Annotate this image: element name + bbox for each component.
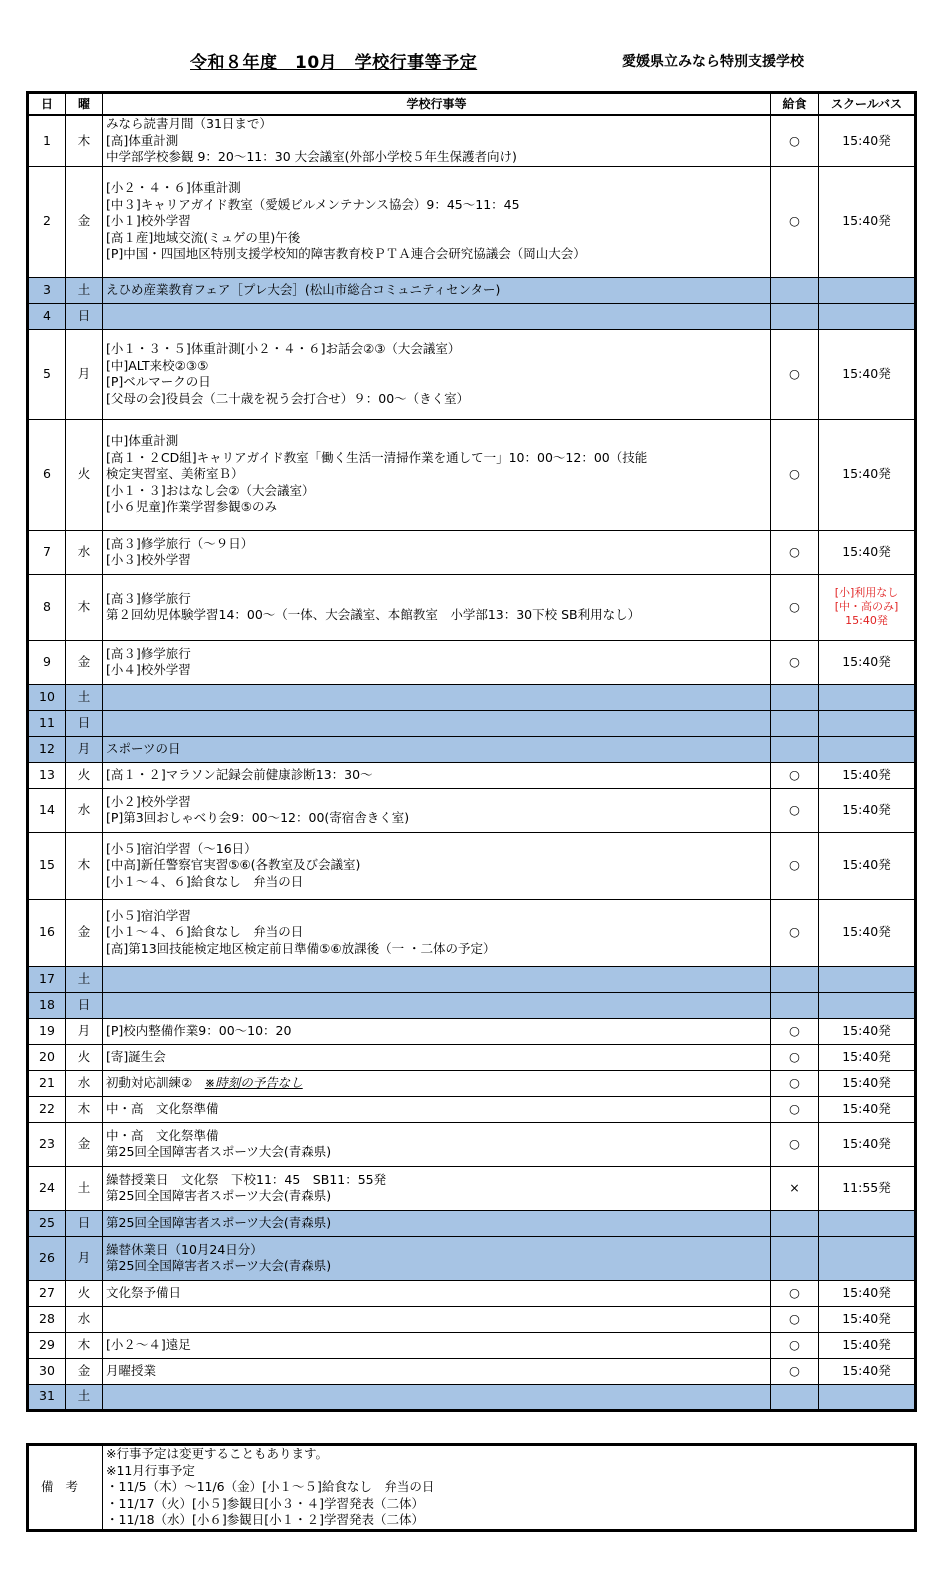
lunch-cell: ○ [771, 788, 819, 832]
day-cell: 9 [28, 640, 66, 684]
event-line: [P]校内整備作業9：00～10：20 [106, 1022, 292, 1038]
event-line: 中・高 文化祭準備 [106, 1100, 219, 1116]
event-line: [中]体重計測 [106, 433, 179, 449]
table-row [28, 1044, 916, 1070]
bus-cell: 15:40発 [819, 1332, 916, 1358]
event-line: [小１・３・５]体重計測[小２・４・６]お話会②③（大会議室） [106, 341, 461, 356]
day-cell: 5 [28, 329, 66, 419]
notes-content [103, 1445, 916, 1531]
lunch-cell [771, 684, 819, 710]
bus-cell: 15:40発 [819, 1044, 916, 1070]
events-cell [103, 1096, 771, 1122]
lunch-cell: ○ [771, 762, 819, 788]
event-note: ※時刻の予告なし [204, 1074, 303, 1090]
lunch-cell [771, 710, 819, 736]
lunch-cell: ○ [771, 115, 819, 166]
table-row [28, 1210, 916, 1236]
weekday-cell: 木 [66, 1332, 103, 1358]
table-row [28, 166, 916, 277]
bus-cell: 15:40発 [819, 166, 916, 277]
bus-cell [819, 303, 916, 329]
day-cell: 17 [28, 966, 66, 992]
note-line: ・11/17（火）[小５]参観日[小３・４]学習発表（二体） [106, 1495, 425, 1511]
table-row [28, 115, 916, 166]
table-row [28, 1280, 916, 1306]
event-text: 初動対応訓練② [106, 1074, 205, 1090]
table-row [28, 899, 916, 966]
event-line: 第２回幼児体験学習14：00～（一体、大会議室、本館教室 小学部13：30下校 SB利用なし） [106, 607, 641, 622]
lunch-cell: ○ [771, 899, 819, 966]
event-line: [高１・２]マラソン記録会前健康診断13：30～ [106, 766, 373, 782]
weekday-cell: 土 [66, 966, 103, 992]
lunch-cell: × [771, 1166, 819, 1210]
event-line: [寄]誕生会 [106, 1048, 166, 1064]
table-row [28, 1236, 916, 1280]
weekday-cell: 日 [66, 710, 103, 736]
table-row [28, 530, 916, 574]
event-line: 中学部学校参観 9：20～11：30 大会議室(外部小学校５年生保護者向け) [106, 149, 517, 164]
day-cell: 16 [28, 899, 66, 966]
weekday-cell: 月 [66, 329, 103, 419]
bus-cell: 15:40発 [819, 899, 916, 966]
bus-cell [819, 574, 916, 640]
lunch-cell [771, 303, 819, 329]
events-cell [103, 166, 771, 277]
event-line: [P]中国・四国地区特別支援学校知的障害教育校ＰＴＡ連合会研究協議会（岡山大会） [106, 246, 586, 262]
event-line: [小２]校外学習 [106, 793, 191, 809]
event-line: えひめ産業教育フェア［プレ大会］(松山市総合コミュニティセンター) [106, 281, 501, 297]
schedule-body [28, 115, 916, 1410]
weekday-cell: 水 [66, 1306, 103, 1332]
bus-cell [819, 736, 916, 762]
lunch-cell: ○ [771, 1306, 819, 1332]
events-cell [103, 329, 771, 419]
lunch-cell: ○ [771, 419, 819, 530]
events-cell [103, 684, 771, 710]
bus-cell [819, 1210, 916, 1236]
day-cell: 18 [28, 992, 66, 1018]
table-row [28, 303, 916, 329]
lunch-cell [771, 992, 819, 1018]
event-line: 第25回全国障害者スポーツ大会(青森県) [106, 1214, 332, 1230]
events-cell [103, 277, 771, 303]
events-cell [103, 1332, 771, 1358]
weekday-cell: 金 [66, 1358, 103, 1384]
weekday-cell: 火 [66, 762, 103, 788]
table-row [28, 1122, 916, 1166]
day-cell: 22 [28, 1096, 66, 1122]
day-cell: 7 [28, 530, 66, 574]
events-cell [103, 966, 771, 992]
day-cell: 3 [28, 277, 66, 303]
event-line: みなら読書月間（31日まで） [106, 116, 272, 131]
day-cell: 30 [28, 1358, 66, 1384]
bus-cell: 15:40発 [819, 832, 916, 899]
weekday-cell: 土 [66, 277, 103, 303]
day-cell: 25 [28, 1210, 66, 1236]
event-line [106, 1075, 767, 1092]
note-line: ※11月行事予定 [106, 1462, 195, 1478]
events-cell [103, 788, 771, 832]
lunch-cell [771, 1210, 819, 1236]
event-line: [中３]キャリアガイド教室（愛媛ビルメンテナンス協会）9：45～11：45 [106, 196, 520, 212]
lunch-cell: ○ [771, 1096, 819, 1122]
events-cell [103, 530, 771, 574]
bus-cell: 15:40発 [819, 1070, 916, 1096]
note-line: ※行事予定は変更することもあります。 [106, 1446, 328, 1461]
event-line: 第25回全国障害者スポーツ大会(青森県) [106, 1144, 332, 1159]
events-cell [103, 574, 771, 640]
day-cell: 8 [28, 574, 66, 640]
events-cell [103, 1122, 771, 1166]
day-cell: 20 [28, 1044, 66, 1070]
bus-note: [中・高のみ] [834, 600, 899, 613]
event-line: 第25回全国障害者スポーツ大会(青森県) [106, 1188, 332, 1203]
table-row [28, 1018, 916, 1044]
event-line: 繰替授業日 文化祭 下校11：45 SB11：55発 [106, 1171, 387, 1187]
table-row [28, 710, 916, 736]
weekday-cell: 日 [66, 1210, 103, 1236]
event-line: [父母の会]役員会（二十歳を祝う会打合せ）９：00～（きく室） [106, 390, 470, 406]
weekday-cell: 水 [66, 1070, 103, 1096]
event-line: [小１～４、６]給食なし 弁当の日 [106, 873, 304, 889]
table-row [28, 329, 916, 419]
events-cell [103, 115, 771, 166]
lunch-cell: ○ [771, 1070, 819, 1096]
event-line: 月曜授業 [106, 1362, 157, 1378]
school-name: 愛媛県立みなら特別支援学校 [622, 54, 804, 70]
weekday-cell: 金 [66, 640, 103, 684]
bus-note: [小]利用なし [834, 586, 899, 599]
table-row [28, 1358, 916, 1384]
weekday-cell: 水 [66, 530, 103, 574]
weekday-cell: 木 [66, 832, 103, 899]
table-row [28, 1070, 916, 1096]
lunch-cell: ○ [771, 832, 819, 899]
events-cell [103, 1166, 771, 1210]
weekday-cell: 木 [66, 574, 103, 640]
weekday-cell: 火 [66, 1280, 103, 1306]
bus-cell [819, 1236, 916, 1280]
weekday-cell: 土 [66, 1384, 103, 1410]
events-cell [103, 1384, 771, 1410]
bus-cell: 15:40発 [819, 1358, 916, 1384]
weekday-cell: 金 [66, 166, 103, 277]
bus-cell [819, 277, 916, 303]
weekday-cell: 火 [66, 1044, 103, 1070]
lunch-cell: ○ [771, 574, 819, 640]
weekday-cell: 土 [66, 684, 103, 710]
bus-cell: 15:40発 [819, 788, 916, 832]
day-cell: 4 [28, 303, 66, 329]
notes-table [26, 1443, 917, 1532]
event-line: [小１～４、６]給食なし 弁当の日 [106, 924, 304, 940]
page-title: 令和８年度 10月 学校行事等予定 [190, 53, 478, 73]
weekday-cell: 火 [66, 419, 103, 530]
bus-cell [819, 966, 916, 992]
lunch-cell [771, 966, 819, 992]
event-line: [小１・３]おはなし会②（大会議室） [106, 482, 315, 498]
bus-cell: 15:40発 [819, 1122, 916, 1166]
col-header-events: 学校行事等 [103, 93, 771, 116]
event-line: [高]体重計測 [106, 132, 179, 148]
weekday-cell: 月 [66, 736, 103, 762]
event-line: [高]第13回技能検定地区検定前日準備⑤⑥放課後（一 ・二体の予定） [106, 940, 496, 956]
table-row [28, 1166, 916, 1210]
bus-cell: 15:40発 [819, 1306, 916, 1332]
events-cell [103, 419, 771, 530]
event-line: [P]ベルマークの日 [106, 374, 211, 389]
event-line: [小５]宿泊学習（～16日） [106, 840, 257, 856]
bus-cell [819, 684, 916, 710]
weekday-cell: 土 [66, 1166, 103, 1210]
event-line: [高３]修学旅行 [106, 590, 191, 606]
events-cell [103, 710, 771, 736]
event-line: [小２・４・６]体重計測 [106, 180, 241, 196]
event-line: [小２～４]遠足 [106, 1336, 191, 1352]
event-line: [小４]校外学習 [106, 662, 191, 677]
bus-cell: 15:40発 [819, 115, 916, 166]
events-cell [103, 303, 771, 329]
event-line: 第25回全国障害者スポーツ大会(青森県) [106, 1258, 332, 1273]
day-cell: 19 [28, 1018, 66, 1044]
day-cell: 26 [28, 1236, 66, 1280]
event-line: スポーツの日 [106, 740, 181, 756]
bus-cell: 15:40発 [819, 640, 916, 684]
table-row [28, 992, 916, 1018]
table-row [28, 1096, 916, 1122]
table-row [28, 1332, 916, 1358]
day-cell: 23 [28, 1122, 66, 1166]
events-cell [103, 1044, 771, 1070]
events-cell [103, 1236, 771, 1280]
day-cell: 12 [28, 736, 66, 762]
col-header-bus: スクールバス [819, 93, 916, 116]
weekday-cell: 木 [66, 1096, 103, 1122]
events-cell [103, 992, 771, 1018]
table-row [28, 762, 916, 788]
note-line: ・11/18（水）[小６]参観日[小１・２]学習発表（二体） [106, 1512, 425, 1527]
lunch-cell [771, 736, 819, 762]
lunch-cell [771, 1384, 819, 1410]
weekday-cell: 金 [66, 899, 103, 966]
event-line: [小３]校外学習 [106, 552, 191, 567]
event-line: 文化祭予備日 [106, 1284, 182, 1300]
event-line: [中]ALT来校②③⑤ [106, 357, 209, 373]
bus-cell: 15:40発 [819, 1096, 916, 1122]
table-row [28, 1384, 916, 1410]
events-cell [103, 1018, 771, 1044]
col-header-lunch: 給食 [771, 93, 819, 116]
events-cell [103, 1210, 771, 1236]
event-line: [高３]修学旅行 [106, 645, 191, 661]
weekday-cell: 金 [66, 1122, 103, 1166]
lunch-cell: ○ [771, 1044, 819, 1070]
day-cell: 13 [28, 762, 66, 788]
event-line: [高１産]地域交流(ミュゲの里)午後 [106, 229, 301, 245]
day-cell: 14 [28, 788, 66, 832]
table-row [28, 966, 916, 992]
lunch-cell: ○ [771, 1018, 819, 1044]
bus-cell [819, 992, 916, 1018]
table-row [28, 574, 916, 640]
table-row [28, 832, 916, 899]
event-line: [高１・２CD組]キャリアガイド教室「働く生活一清掃作業を通して一」10：00～12：00（技能 [106, 449, 648, 465]
weekday-cell: 日 [66, 303, 103, 329]
events-cell [103, 1070, 771, 1096]
events-cell [103, 1358, 771, 1384]
events-cell [103, 899, 771, 966]
notes-label: 備考 [28, 1445, 103, 1531]
day-cell: 31 [28, 1384, 66, 1410]
bus-cell [819, 710, 916, 736]
table-row [28, 1306, 916, 1332]
header-row [28, 93, 916, 116]
weekday-cell: 月 [66, 1018, 103, 1044]
event-line: [小１]校外学習 [106, 213, 191, 229]
bus-cell: 15:40発 [819, 530, 916, 574]
table-row [28, 788, 916, 832]
lunch-cell: ○ [771, 166, 819, 277]
weekday-cell: 木 [66, 115, 103, 166]
events-cell [103, 762, 771, 788]
event-line: 検定実習室、美術室Ｂ） [106, 466, 244, 482]
bus-cell: 15:40発 [819, 762, 916, 788]
bus-cell: 11:55発 [819, 1166, 916, 1210]
weekday-cell: 日 [66, 992, 103, 1018]
bus-cell [819, 1384, 916, 1410]
bus-cell: 15:40発 [819, 419, 916, 530]
weekday-cell: 月 [66, 1236, 103, 1280]
lunch-cell: ○ [771, 1332, 819, 1358]
events-cell [103, 832, 771, 899]
table-row [28, 736, 916, 762]
bus-cell: 15:40発 [819, 1018, 916, 1044]
day-cell: 27 [28, 1280, 66, 1306]
lunch-cell: ○ [771, 329, 819, 419]
lunch-cell: ○ [771, 1122, 819, 1166]
event-line: [高３]修学旅行（～９日） [106, 535, 254, 551]
day-cell: 6 [28, 419, 66, 530]
day-cell: 2 [28, 166, 66, 277]
lunch-cell [771, 1236, 819, 1280]
day-cell: 29 [28, 1332, 66, 1358]
event-line: [中高]新任警察官実習⑤⑥(各教室及び会議室) [106, 857, 361, 873]
table-row [28, 684, 916, 710]
event-line: [P]第3回おしゃべり会9：00～12：00(寄宿舎きく室) [106, 810, 410, 825]
col-header-day: 日 [28, 93, 66, 116]
events-cell [103, 736, 771, 762]
bus-cell: 15:40発 [819, 329, 916, 419]
day-cell: 15 [28, 832, 66, 899]
note-line: ・11/5（木）～11/6（金）[小１～５]給食なし 弁当の日 [106, 1479, 435, 1494]
events-cell [103, 1280, 771, 1306]
events-cell [103, 1306, 771, 1332]
lunch-cell: ○ [771, 530, 819, 574]
bus-cell: 15:40発 [819, 1280, 916, 1306]
day-cell: 1 [28, 115, 66, 166]
day-cell: 24 [28, 1166, 66, 1210]
event-line: 中・高 文化祭準備 [106, 1127, 219, 1143]
col-header-weekday: 曜 [66, 93, 103, 116]
lunch-cell: ○ [771, 1358, 819, 1384]
events-cell [103, 640, 771, 684]
event-line: [小６児童]作業学習参観⑤のみ [106, 499, 277, 515]
lunch-cell: ○ [771, 640, 819, 684]
weekday-cell: 水 [66, 788, 103, 832]
day-cell: 28 [28, 1306, 66, 1332]
lunch-cell: ○ [771, 1280, 819, 1306]
table-row [28, 419, 916, 530]
day-cell: 21 [28, 1070, 66, 1096]
schedule-table [26, 91, 917, 1412]
event-line: 繰替休業日（10月24日分） [106, 1241, 263, 1257]
lunch-cell [771, 277, 819, 303]
event-line: [小５]宿泊学習 [106, 907, 191, 923]
bus-note: 15:40発 [845, 614, 888, 627]
table-row [28, 640, 916, 684]
day-cell: 10 [28, 684, 66, 710]
table-row [28, 277, 916, 303]
day-cell: 11 [28, 710, 66, 736]
